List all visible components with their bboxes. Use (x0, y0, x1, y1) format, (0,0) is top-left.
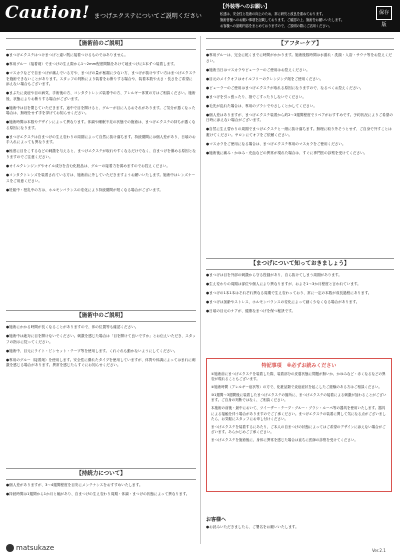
customer-section (206, 516, 392, 530)
paragraph: ②施術時間（アレルギー症状等）の方で、化粧品類で炎症症状を起こしたご経験のある方はご相談ください。 (211, 385, 382, 390)
section-body (206, 273, 394, 315)
section-body (6, 53, 196, 193)
paragraph: ●施術中は目を閉じていただきます。途中で目を開けると、グルーが目に入るおそれがあります。ご気分が悪くなった場合は、無理をせず手を挙げてお知らせください。 (6, 105, 196, 116)
section-body (6, 325, 196, 369)
paragraph: ●個人差はありますが、まつげエクステ装着から約2〜3週間程度でリペアがおすすめです。予約状況によりご希望の日時に添えない場合がございます。 (206, 112, 393, 123)
paragraph: ●毛先が乱れた場合は、専用のブラシでやさしくとかしてください。 (206, 103, 317, 108)
paragraph: ●マスカラをご使用になる場合は、まつげエクステ専用のマスカラをご使用ください。 (206, 141, 346, 146)
paragraph: ●目元のメイクオフはオイルフリーのクレンジング剤をご使用ください。 (206, 76, 324, 81)
section-during (6, 310, 196, 372)
paragraph: ●専用グルーは、完全に乾くまでに時間がかかります。施術後数時間は水濡れ・洗顔・入浴・サウナ等をお控えください。 (206, 53, 393, 63)
paragraph: ●マスカラなどで自まつげが痛んでいる方や、まつげの量が極端に少ない方、まつげが抜けやすい方はまつげエクステを施術できないことがあります。スタッフの判断により装着をお断りする場合や、装着本数や太さ・長さをご希望に添えない場合もございます。 (6, 70, 196, 87)
warning-box (206, 358, 392, 492)
header-subtitle: まつげエクステについてご説明ください (94, 13, 202, 20)
paragraph: ●自然に生え替わりの周期でまつげエクステと一緒に抜け落ちます。無理に取り外そうとせず、ご自身で外すことは避けてください。サロンにてオフをご依頼ください。 (206, 127, 392, 137)
warning-body (211, 372, 387, 443)
customer-signature-request: ●お読みいただきましたら、ご署名をお願いいたします。 (206, 525, 299, 529)
paragraph: ●施術中、目元にライト・ピンセット・テープ等を使用します。くれぐれも動かないようにしてください。 (6, 348, 178, 353)
paragraph: ●持続時間は1週間から1か月と幅があり、自まつげの生え変わり周期・体調・まつげの状態によって異なります。 (6, 491, 190, 496)
section-lasting (6, 468, 196, 501)
section-title: 【まつげについて知っておきましょう】 (206, 258, 394, 270)
brand-mark-icon (6, 544, 14, 552)
paragraph: ●コンタクトレンズを装着されている方は、施術前に外していただきますようお願いいたします。施術中はレンズケースをご用意ください。 (6, 173, 196, 183)
paragraph: ●まつげの1本1本はそれぞれ異なる周期で生え変わっており、常に一定の本数が成長過程にあります。 (206, 290, 372, 295)
notice-line: 私達は、安全性と技術の向上のため、常に研究と改良を重ねております。 (220, 12, 326, 16)
paragraph: まつげエクステを施術後に、身体に異常を感じた場合は直ちに医師の診察を受けてください。 (211, 437, 358, 442)
paragraph: ●個人差がありますが、3〜4週間程度を目安にメンテナンスをおすすめいたします。 (6, 483, 143, 487)
paragraph: ①施術前にまつげエクステを装着した際、装着部分の皮膚状態に問題が無いか、かゆみなど・赤くなるなどの異変が現れることもございます。 (211, 372, 386, 382)
paragraph: ●施術にかかる時間が長くなることがありますので、体の位置等も確認ください。 (6, 325, 139, 329)
notice-line: 施術者様へのお願い事項を記載しております。ご確認の上、施術をお願いいたします。 (220, 18, 345, 22)
notice-title: 【外装等へのお願い】 (220, 4, 271, 10)
paragraph: ●まつげを引っ張ったり、指でこすったりしないでください。 (206, 94, 306, 99)
paragraph: ●専用グルー（接着剤）でまつげの生え際から1〜2mm程度間隔をあけて地まつげに1本ずつ装着します。 (6, 61, 178, 66)
paragraph: まつげエクステを装着するにあたり、ご本人の自まつげの状態によってはご希望のデザインに添えない場合がございます。あらかじめご了承ください。 (211, 424, 386, 435)
section-after (206, 38, 394, 160)
caution-logo: Caution! (5, 3, 90, 23)
paragraph: 本施術の前後・最中において、ツイーザー・テープ・グルー・ブラシ・ルーペ等の器具を使用いたします。器具による接触を伴う場合がありますのでご了承ください。まつげエクステの装着に関して気になる点がございましたら、お気軽にスタッフにお申し付けください。 (211, 406, 386, 421)
paragraph: ●施術中は絶対に目を開けないでください。刺激を感じた場合は「目を開けて良いですか」とお伝えいただき、スタッフの指示に従ってください。 (6, 333, 196, 344)
brand-logo (6, 544, 54, 552)
section-title: 【施術中のご説明】 (6, 310, 196, 322)
storage-badge: 保存版 (376, 6, 392, 20)
section-body (6, 483, 196, 498)
paragraph: ●妊娠中・授乳中の方は、ホルモンバランスの変化により持続期間が短くなる場合がございます。 (6, 187, 164, 192)
paragraph: ●まつげエクステはつけまつげと違い既に接着つけるものではありません。 (6, 53, 128, 57)
header-bar (0, 0, 400, 32)
section-title: 【施術前のご説明】 (6, 38, 196, 50)
paragraph: ●まつげは目を外部の刺激から守る役割があり、自ら抜けてしまう周期があります。 (206, 273, 342, 277)
section-title: 【アフターケア】 (206, 38, 394, 50)
paragraph: ●まつげは加齢やストレス、ホルモンバランスの変化によって細く少なくなる場合があります。 (206, 299, 360, 304)
warning-title: 特記事項 ※必ずお読みください (261, 363, 337, 369)
paragraph: ●専用のグルー（接着剤）を使用します。安全性に優れたタイプを使用していますが、体質や体調によってはまれに刺激を感じる場合があります。異常を感じたらすぐにお知らせください。 (6, 357, 196, 368)
paragraph: ●日頃の目元のケアが、健康なまつげを保つ秘訣です。 (206, 308, 296, 313)
paragraph: ③1週間〜3週間後に装着したまつげエクステの箇所に、まつげエクステの接着による刺激が加わることがございます。ご自身の判断ではなく、ご相談ください。 (211, 393, 387, 403)
paragraph: ●施術後に痛み・かゆみ・充血などの異常が現れた場合は、すぐに専門医の診察を受けてください。 (206, 150, 368, 155)
notice-line: お客様への説明内容をまとめておりますので、ご説明の際にご活用ください。 (220, 24, 332, 28)
paragraph: ●オイルクレンジングやオイル成分を含む化粧品は、グルーの接着力を弱めますのでお控えください。 (6, 164, 170, 169)
paragraph: ●生え変わりの周期は部位や個人により異なりますが、およそ1〜3か月程度と言われています。 (206, 281, 361, 286)
paragraph: ●施術時間は本数やデザインによって異なります。体調や睡眠不足の状態での施術は、まつげエクステの持ちが悪くなる原因になります。 (6, 120, 196, 130)
brand-name: matsukaze (16, 544, 55, 552)
section-title: 【持続力について】 (6, 468, 196, 480)
section-body (206, 53, 394, 156)
paragraph: ●極度に目をこするなどの刺激を与えると、まつげエクステが取れやすくなるだけでなく、自まつげを傷める原因となりますのでご注意ください。 (6, 149, 196, 160)
paragraph: ●まぶたに炎症や目の病気、手術後の方、コンタクトレンズ装着中の方、アレルギー体質の方はご相談ください。施術後、状態によりお断りする場合がございます。 (6, 91, 196, 101)
paragraph: ●施術当日はマスカラやビューラーのご使用はお控えください。 (206, 67, 310, 72)
column-divider (200, 36, 201, 544)
section-knowledge (206, 258, 394, 318)
customer-title: お客様へ (206, 517, 227, 523)
version-label: Ver.2.1 (372, 548, 386, 553)
paragraph: ●まつげエクステは自まつげの生え変わりの周期によって自然に抜け落ちます。持続期間には個人差があり、日頃のお手入れによっても異なります。 (6, 134, 196, 145)
paragraph: ●ビューラーのご使用はまつげエクステが取れる原因になりますので、なるべくお控えください。 (206, 85, 364, 90)
section-pre (6, 38, 196, 197)
